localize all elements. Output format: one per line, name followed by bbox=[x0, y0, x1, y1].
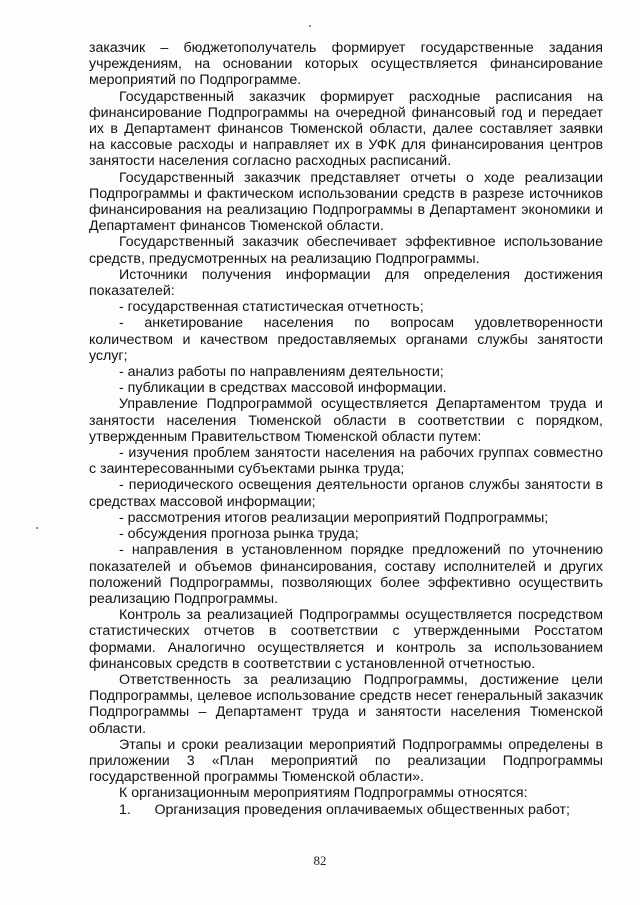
paragraph: Государственный заказчик формирует расходные расписания на финансирование Подпрограммы на очередной финансовый год и передает их в Департамент финансов Тюменской области, далее составляет заявки на кассовые расходы и направляет их в УФК для финансирования центров занятости населения согласно расходных расписаний. bbox=[89, 88, 603, 170]
list-item: - публикации в средствах массовой информации. bbox=[119, 380, 447, 397]
paragraph: Управление Подпрограммой осуществляется Департаментом труда и занятости населения Тюменской области в соответствии с порядком, утвержденным Правительством Тюменской области путем: bbox=[89, 396, 603, 445]
list-item: - государственная статистическая отчетность; bbox=[119, 299, 424, 316]
scan-speck bbox=[36, 527, 38, 529]
paragraph: заказчик – бюджетополучатель формирует государственные задания учреждениям, на основании которых осуществляется финансирование мероприятий по Подпрограмме. bbox=[89, 40, 603, 89]
paragraph: Государственный заказчик обеспечивает эффективное использование средств, предусмотренных на реализацию Подпрограммы. bbox=[89, 234, 603, 267]
scan-speck bbox=[309, 25, 311, 27]
paragraph: Контроль за реализацией Подпрограммы осуществляется посредством статистических отчетов в соответствии с утвержденными Росстатом формами. Аналогично осуществляется и контроль за использованием финансовых средств в соответствии с установленной отчетностью. bbox=[89, 607, 603, 672]
list-item: - обсуждения прогноза рынка труда; bbox=[119, 526, 359, 543]
paragraph: К организационным мероприятиям Подпрограммы относятся: bbox=[119, 785, 528, 802]
list-item: - анкетирование населения по вопросам удовлетворенности количеством и качеством предоставляемых органами службы занятости услуг; bbox=[89, 315, 603, 364]
paragraph: Источники получения информации для определения достижения показателей: bbox=[89, 266, 603, 300]
list-item: - изучения проблем занятости населения на рабочих группах совместно с заинтересованными субъектами рынка труда; bbox=[89, 445, 603, 478]
numbered-item: 1. Организация проведения оплачиваемых общественных работ; bbox=[119, 801, 570, 818]
page-number: 82 bbox=[313, 853, 327, 868]
list-item: - периодического освещения деятельности органов службы занятости в средствах массовой информации; bbox=[89, 477, 603, 510]
list-item: - направления в установленном порядке предложений по уточнению показателей и объемов финансирования, составу исполнителей и других положений Подпрограммы, позволяющих более эффективно осуществить реализацию Подпрограммы. bbox=[89, 542, 603, 607]
body-text bbox=[89, 40, 603, 818]
list-item: - рассмотрения итогов реализации мероприятий Подпрограммы; bbox=[119, 509, 549, 526]
paragraph: Этапы и сроки реализации мероприятий Подпрограммы определены в приложении 3 «План мероприятий по реализации Подпрограммы государственной программы Тюменской области». bbox=[89, 736, 603, 786]
list-item: - анализ работы по направлениям деятельности; bbox=[119, 364, 444, 381]
paragraph: Ответственность за реализацию Подпрограммы, достижение цели Подпрограммы, целевое использование средств несет генеральный заказчик Подпрограммы – Департамент труда и занятости населения Тюменской области. bbox=[89, 671, 603, 737]
paragraph: Государственный заказчик представляет отчеты о ходе реализации Подпрограммы и фактическом использовании средств в разрезе источников финансирования на реализацию Подпрограммы в Департамент экономики и Департамент финансов Тюменской области. bbox=[89, 169, 603, 235]
